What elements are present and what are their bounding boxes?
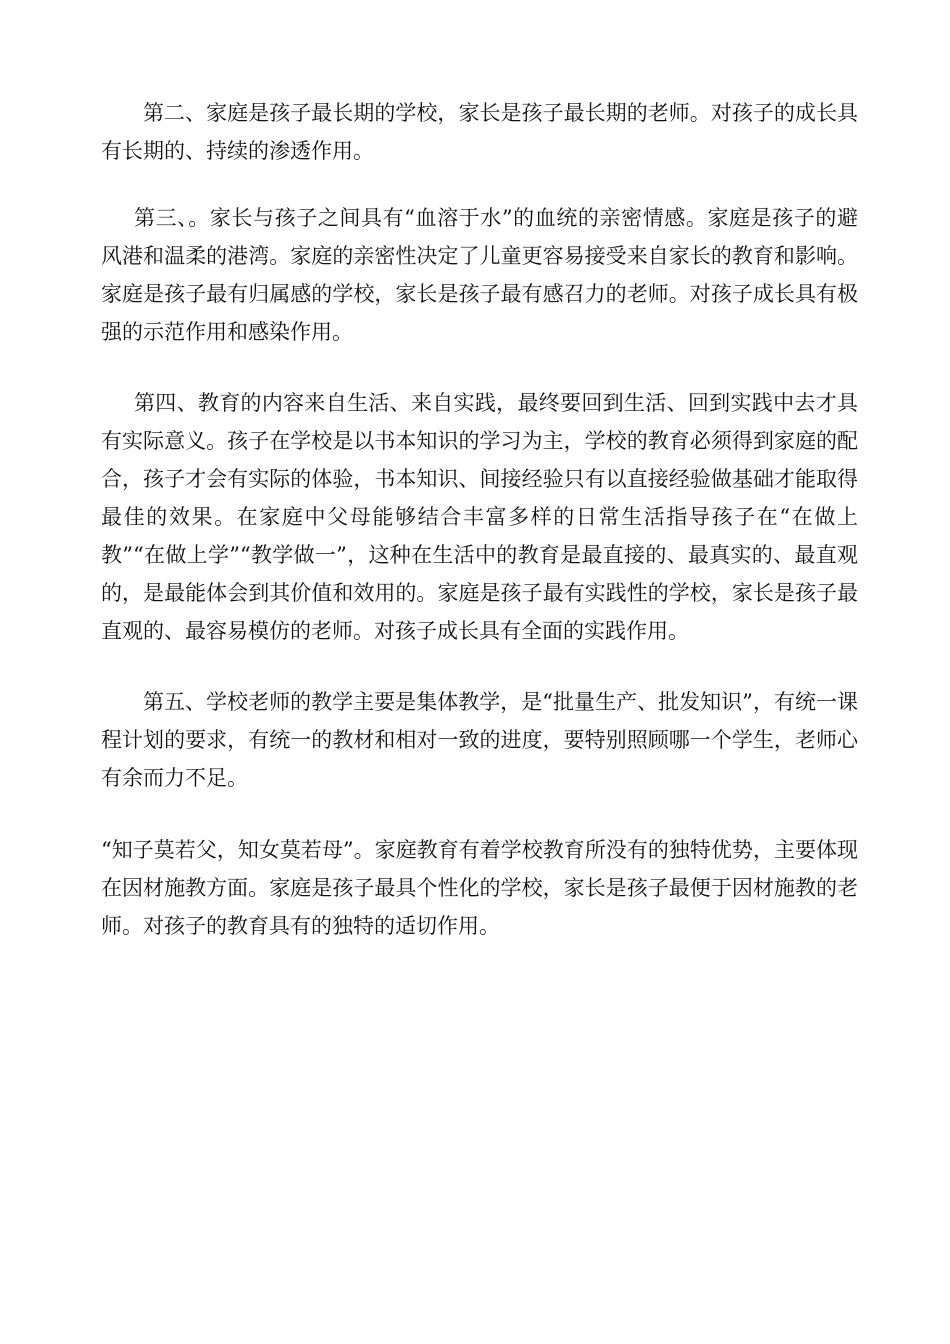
paragraph-fifth: 第五、学校老师的教学主要是集体教学，是“批量生产、批发知识”，有统一课程计划的要求，有统一的教材和相对一致的进度，要特别照顾哪一个学生，老师心有余而力不足。 [101, 690, 858, 790]
paragraph-proverb: “知子莫若父，知女莫若母”。家庭教育有着学校教育所没有的独特优势，主要体现在因材施教方面。家庭是孩子最具个性化的学校，家长是孩子最便于因材施教的老师。对孩子的教育具有的独特的适切作用。 [101, 838, 858, 938]
paragraph-fourth: 第四、教育的内容来自生活、来自实践，最终要回到生活、回到实践中去才具有实际意义。孩子在学校是以书本知识的学习为主，学校的教育必须得到家庭的配合，孩子才会有实际的体验，书本知识、间接经验只有以直接经验做基础才能取得最佳的效果。在家庭中父母能够结合丰富多样的日常生活指导孩子在“在做上教”“在做上学”“教学做一”，这种在生活中的教育是最直接的、最真实的、最直观的，是最能体会到其价值和效用的。家庭是孩子最有实践性的学校，家长是孩子最直观的、最容易模仿的老师。对孩子成长具有全面的实践作用。 [101, 391, 858, 643]
document-body [101, 94, 858, 945]
paragraph-second: 第二、家庭是孩子最长期的学校，家长是孩子最长期的老师。对孩子的成长具有长期的、持续的渗透作用。 [101, 101, 858, 163]
paragraph-third: 第三、。家长与孩子之间具有“血溶于水”的血统的亲密情感。家庭是孩子的避风港和温柔的港湾。家庭的亲密性决定了儿童更容易接受来自家长的教育和影响。家庭是孩子最有归属感的学校，家长是孩子最有感召力的老师。对孩子成长具有极强的示范作用和感染作用。 [101, 206, 858, 344]
